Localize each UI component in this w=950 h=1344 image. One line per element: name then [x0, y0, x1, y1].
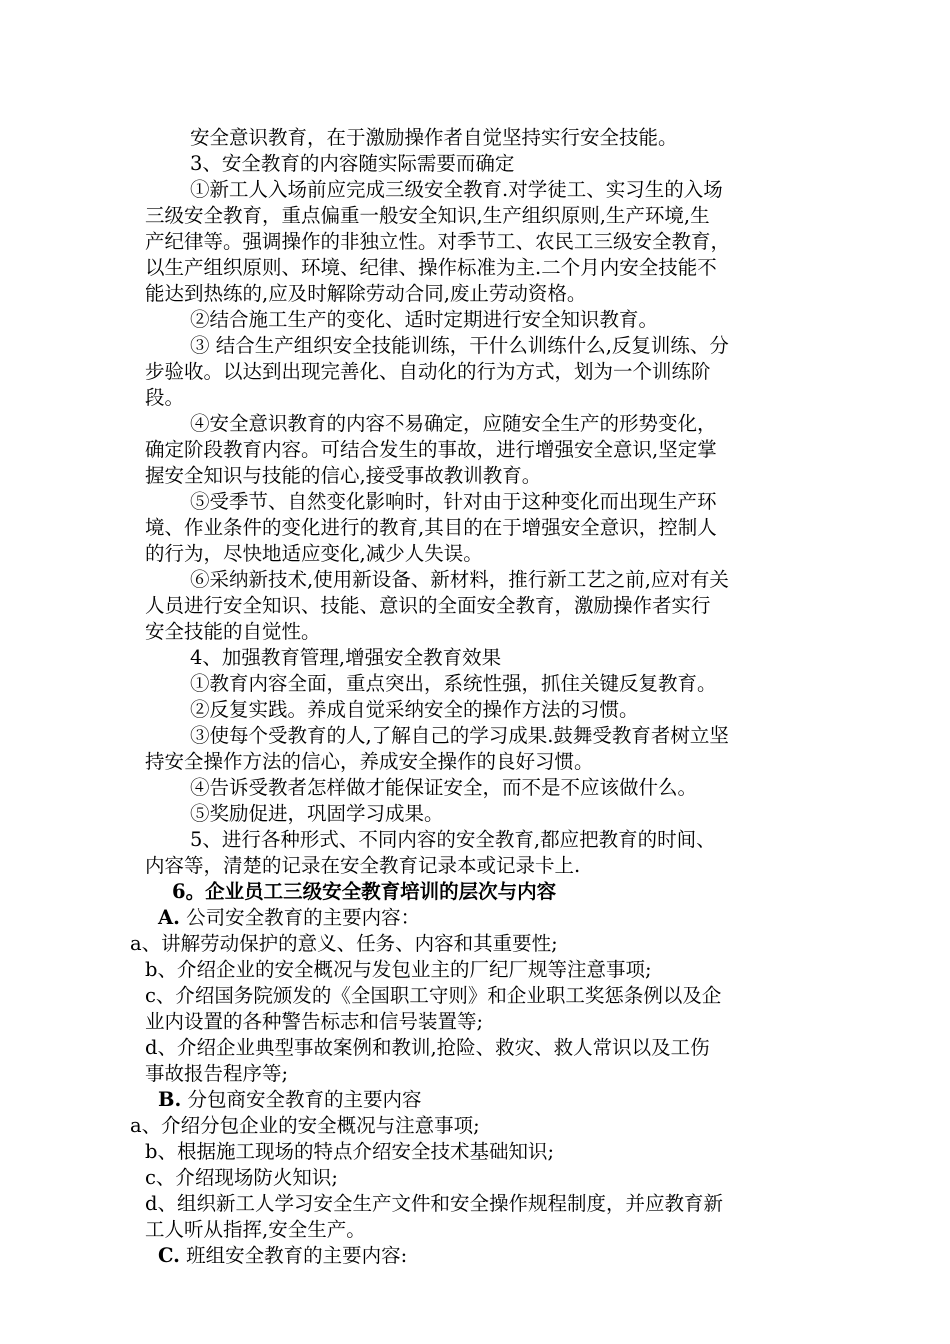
- paragraph-line: 人员进行安全知识、技能、意识的全面安全教育，激励操作者实行: [145, 594, 711, 617]
- list-item: b、介绍企业的安全概况与发包业主的厂纪厂规等注意事项;: [145, 958, 652, 981]
- paragraph-line: 安全技能的自觉性。: [145, 620, 321, 643]
- subsection-heading-b: [158, 1087, 422, 1113]
- paragraph-line: 三级安全教育，重点偏重一般安全知识,生产组织原则,生产环境,生: [145, 204, 710, 227]
- section-heading: 4、加强教育管理,增强安全教育效果: [190, 646, 502, 669]
- list-item: c、介绍现场防火知识;: [145, 1166, 338, 1189]
- paragraph-line: 段。: [145, 386, 185, 409]
- paragraph-line: 产纪律等。强调操作的非独立性。对季节工、农民工三级安全教育，: [145, 230, 731, 253]
- list-item: a、讲解劳动保护的意义、任务、内容和其重要性;: [130, 932, 558, 955]
- subsection-letter: A.: [158, 906, 180, 929]
- paragraph-line: ①教育内容全面，重点突出，系统性强，抓住关键反复教育。: [190, 672, 717, 695]
- subsection-letter: B.: [158, 1088, 182, 1111]
- paragraph-line: 步验收。以达到出现完善化、自动化的行为方式，划为一个训练阶: [145, 360, 711, 383]
- list-item: d、介绍企业典型事故案例和教训,抢险、救灾、救人常识以及工伤: [145, 1036, 710, 1059]
- paragraph-line: ⑤奖励促进，巩固学习成果。: [190, 802, 444, 825]
- paragraph-line: ②反复实践。养成自觉采纳安全的操作方法的习惯。: [190, 698, 639, 721]
- paragraph-line: 的行为，尽快地适应变化,减少人失误。: [145, 542, 483, 565]
- paragraph-line: 安全意识教育，在于激励操作者自觉坚持实行安全技能。: [190, 126, 678, 149]
- paragraph-line: 内容等，清楚的记录在安全教育记录本或记录卡上.: [145, 854, 581, 877]
- list-item: b、根据施工现场的特点介绍安全技术基础知识;: [145, 1140, 555, 1163]
- section-heading: 3、安全教育的内容随实际需要而确定: [190, 152, 515, 175]
- paragraph-line: 确定阶段教育内容。可结合发生的事故，进行增强安全意识,坚定掌: [145, 438, 717, 461]
- paragraph-line: ①新工人入场前应完成三级安全教育.对学徒工、实习生的入场: [190, 178, 723, 201]
- paragraph-line: ②结合施工生产的变化、适时定期进行安全知识教育。: [190, 308, 659, 331]
- paragraph-line: ③ 结合生产组织安全技能训练，干什么训练什么,反复训练、分: [190, 334, 729, 357]
- list-item: c、介绍国务院颁发的《全国职工守则》和企业职工奖惩条例以及企: [145, 984, 722, 1007]
- subsection-letter: C.: [158, 1244, 180, 1267]
- paragraph-line: 以生产组织原则、环境、纪律、操作标准为主.二个月内安全技能不: [145, 256, 717, 279]
- list-item: 工人听从指挥,安全生产。: [145, 1218, 366, 1241]
- paragraph-line: ④安全意识教育的内容不易确定，应随安全生产的形势变化，: [190, 412, 717, 435]
- paragraph-line: ⑥采纳新技术,使用新设备、新材料，推行新工艺之前,应对有关: [190, 568, 729, 591]
- subsection-heading-a: [158, 905, 420, 931]
- paragraph-line: ④告诉受教者怎样做才能保证安全，而不是不应该做什么。: [190, 776, 698, 799]
- paragraph-line: 境、作业条件的变化进行的教育,其目的在于增强安全意识，控制人: [145, 516, 717, 539]
- subsection-title: 公司安全教育的主要内容：: [186, 906, 421, 929]
- list-item: d、组织新工人学习安全生产文件和安全操作规程制度，并应教育新: [145, 1192, 723, 1215]
- subsection-title: 班组安全教育的主要内容:: [186, 1244, 408, 1267]
- paragraph-line: ③使每个受教育的人,了解自己的学习成果.鼓舞受教育者树立坚: [190, 724, 729, 747]
- paragraph-line: 握安全知识与技能的信心,接受事故教训教育。: [145, 464, 542, 487]
- section-heading: 6。企业员工三级安全教育培训的层次与内容: [172, 880, 557, 903]
- list-item: a、介绍分包企业的安全概况与注意事项;: [130, 1114, 480, 1137]
- list-item: 业内设置的各种警告标志和信号装置等;: [145, 1010, 484, 1033]
- subsection-title: 分包商安全教育的主要内容: [187, 1088, 422, 1111]
- paragraph-line: 能达到热练的,应及时解除劳动合同,废止劳动资格。: [145, 282, 587, 305]
- list-item: 事故报告程序等;: [145, 1062, 289, 1085]
- paragraph-line: ⑤受季节、自然变化影响时，针对由于这种变化而出现生产环: [190, 490, 717, 513]
- paragraph-line: 持安全操作方法的信心，养成安全操作的良好习惯。: [145, 750, 594, 773]
- paragraph-line: 5、进行各种形式、不同内容的安全教育,都应把教育的时间、: [190, 828, 716, 851]
- subsection-heading-c: [158, 1243, 407, 1269]
